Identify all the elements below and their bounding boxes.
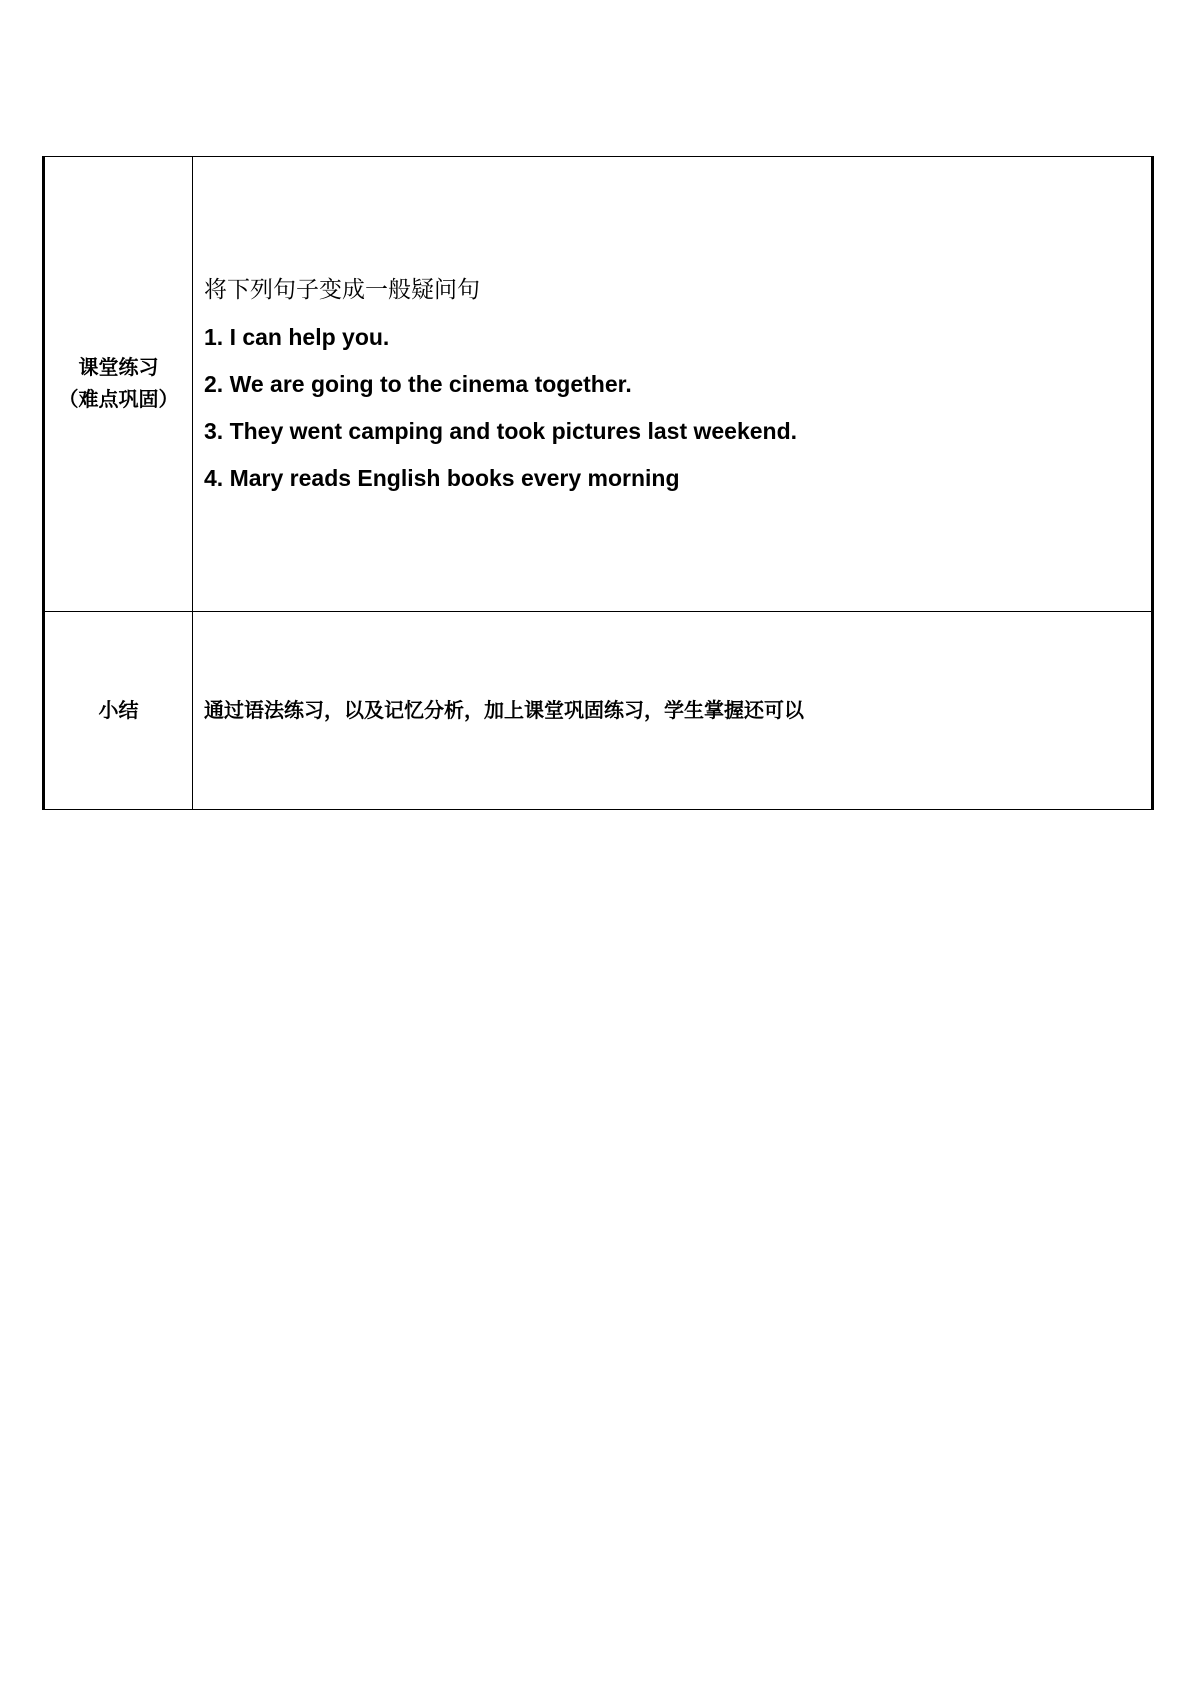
practice-sublabel: （难点巩固） [58, 389, 179, 411]
summary-text: 通过语法练习，以及记忆分析，加上课堂巩固练习，学生掌握还可以 [204, 699, 804, 722]
summary-row [44, 612, 1153, 810]
practice-label-cell [44, 157, 193, 612]
practice-sentence-3: 3. They went camping and took pictures last weekend. [204, 417, 798, 444]
practice-content-cell [193, 157, 1153, 612]
summary-content-cell [193, 612, 1153, 810]
lesson-plan-table [42, 156, 1154, 810]
practice-sentence-2: 2. We are going to the cinema together. [204, 370, 632, 397]
practice-label: 课堂练习 [78, 357, 159, 379]
practice-sentence-1: 1. I can help you. [204, 323, 390, 350]
practice-instruction: 将下列句子变成一般疑问句 [204, 276, 480, 303]
summary-label-cell [44, 612, 193, 810]
practice-sentence-4: 4. Mary reads English books every morning [204, 464, 680, 491]
summary-label: 小结 [98, 699, 139, 722]
practice-row [44, 157, 1153, 612]
